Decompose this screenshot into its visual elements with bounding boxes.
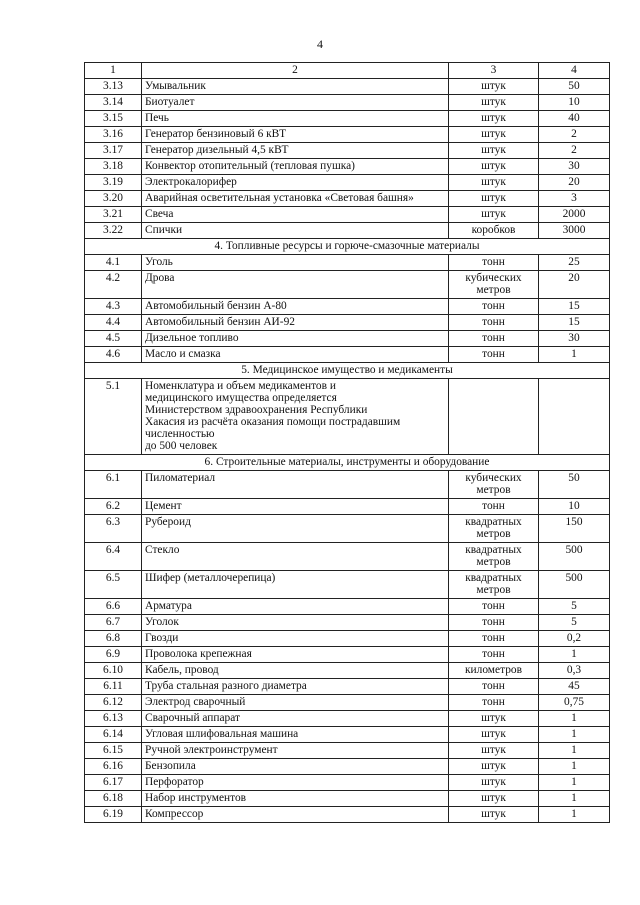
item-unit: тонн — [449, 347, 539, 363]
item-number: 3.14 — [85, 95, 142, 111]
table-row — [85, 159, 610, 175]
item-number: 6.10 — [85, 663, 142, 679]
item-number: 4.6 — [85, 347, 142, 363]
item-quantity: 3 — [539, 191, 610, 207]
item-quantity: 1 — [539, 759, 610, 775]
item-name-line: Хакасия из расчёта оказания помощи пострадавшим — [145, 416, 401, 428]
item-name: Уголок — [142, 615, 449, 631]
item-number: 6.7 — [85, 615, 142, 631]
header-cell-1: 1 — [85, 63, 142, 79]
item-number: 4.1 — [85, 255, 142, 271]
item-quantity: 50 — [539, 79, 610, 95]
item-unit: штук — [449, 807, 539, 823]
header-cell-3: 3 — [449, 63, 539, 79]
item-quantity: 15 — [539, 315, 610, 331]
table-row — [85, 571, 610, 599]
table-row — [85, 379, 610, 455]
item-quantity: 25 — [539, 255, 610, 271]
item-quantity: 5 — [539, 615, 610, 631]
item-unit: коробков — [449, 223, 539, 239]
item-unit: штук — [449, 791, 539, 807]
item-name: Ручной электроинструмент — [142, 743, 449, 759]
item-name: Перфоратор — [142, 775, 449, 791]
item-quantity: 10 — [539, 95, 610, 111]
item-quantity: 45 — [539, 679, 610, 695]
item-unit: тонн — [449, 599, 539, 615]
item-number: 3.17 — [85, 143, 142, 159]
item-quantity: 10 — [539, 499, 610, 515]
item-name: Биотуалет — [142, 95, 449, 111]
item-name: Гвозди — [142, 631, 449, 647]
item-quantity: 30 — [539, 331, 610, 347]
item-number: 6.17 — [85, 775, 142, 791]
item-unit: штук — [449, 711, 539, 727]
table-row — [85, 191, 610, 207]
item-unit: тонн — [449, 255, 539, 271]
item-name: Умывальник — [142, 79, 449, 95]
item-quantity: 2 — [539, 127, 610, 143]
item-number: 4.4 — [85, 315, 142, 331]
item-name: Генератор дизельный 4,5 кВТ — [142, 143, 449, 159]
resources-table — [84, 62, 610, 823]
item-number: 6.16 — [85, 759, 142, 775]
item-number: 4.2 — [85, 271, 142, 299]
item-number: 4.5 — [85, 331, 142, 347]
table-row — [85, 647, 610, 663]
item-name: Стекло — [142, 543, 449, 571]
item-name: Электрод сварочный — [142, 695, 449, 711]
section-row — [85, 363, 610, 379]
item-name: Масло и смазка — [142, 347, 449, 363]
item-number: 4.3 — [85, 299, 142, 315]
item-name: Цемент — [142, 499, 449, 515]
item-quantity: 1 — [539, 727, 610, 743]
item-number: 3.20 — [85, 191, 142, 207]
table-row — [85, 515, 610, 543]
table-row — [85, 299, 610, 315]
item-name: Пиломатериал — [142, 471, 449, 499]
item-unit: штук — [449, 159, 539, 175]
item-unit: тонн — [449, 331, 539, 347]
header-cell-2: 2 — [142, 63, 449, 79]
item-quantity: 5 — [539, 599, 610, 615]
item-quantity: 15 — [539, 299, 610, 315]
item-unit: тонн — [449, 695, 539, 711]
item-unit: тонн — [449, 315, 539, 331]
table-row — [85, 331, 610, 347]
item-quantity: 50 — [539, 471, 610, 499]
item-quantity: 2000 — [539, 207, 610, 223]
item-unit: штук — [449, 759, 539, 775]
item-name: Электрокалорифер — [142, 175, 449, 191]
item-number: 6.1 — [85, 471, 142, 499]
header-cell-4: 4 — [539, 63, 610, 79]
section-row — [85, 455, 610, 471]
item-number: 6.9 — [85, 647, 142, 663]
page-number: 4 — [317, 37, 323, 51]
item-name: Конвектор отопительный (тепловая пушка) — [142, 159, 449, 175]
item-name: Свеча — [142, 207, 449, 223]
table-row — [85, 207, 610, 223]
item-number: 6.13 — [85, 711, 142, 727]
table-row — [85, 315, 610, 331]
item-unit: квадратных метров — [449, 571, 539, 599]
item-name: Шифер (металлочерепица) — [142, 571, 449, 599]
item-name-line: Номенклатура и объем медикаментов и — [145, 380, 336, 392]
section-row — [85, 239, 610, 255]
item-name: Автомобильный бензин А-80 — [142, 299, 449, 315]
item-quantity: 0,2 — [539, 631, 610, 647]
item-unit: кубических метров — [449, 271, 539, 299]
item-quantity: 20 — [539, 175, 610, 191]
item-number: 6.4 — [85, 543, 142, 571]
table-row — [85, 711, 610, 727]
item-number: 6.14 — [85, 727, 142, 743]
table-header-row — [85, 63, 610, 79]
item-number: 5.1 — [85, 379, 142, 455]
table-row — [85, 143, 610, 159]
item-name: Труба стальная разного диаметра — [142, 679, 449, 695]
item-number: 3.18 — [85, 159, 142, 175]
item-name-line: до 500 человек — [145, 440, 218, 452]
item-unit: штук — [449, 127, 539, 143]
item-number: 6.12 — [85, 695, 142, 711]
item-name — [142, 379, 449, 455]
table-row — [85, 599, 610, 615]
item-name: Набор инструментов — [142, 791, 449, 807]
item-name: Сварочный аппарат — [142, 711, 449, 727]
item-unit: штук — [449, 727, 539, 743]
item-name-line: медицинского имущества определяется — [145, 392, 337, 404]
item-unit: штук — [449, 95, 539, 111]
table-row — [85, 79, 610, 95]
item-name: Дрова — [142, 271, 449, 299]
item-number: 6.6 — [85, 599, 142, 615]
item-name: Компрессор — [142, 807, 449, 823]
table-row — [85, 543, 610, 571]
item-unit: тонн — [449, 499, 539, 515]
item-number: 6.5 — [85, 571, 142, 599]
item-number: 6.8 — [85, 631, 142, 647]
item-quantity: 1 — [539, 807, 610, 823]
table-row — [85, 127, 610, 143]
item-quantity: 20 — [539, 271, 610, 299]
item-name-line: численностью — [145, 428, 215, 440]
item-unit: кубических метров — [449, 471, 539, 499]
item-number: 6.2 — [85, 499, 142, 515]
item-quantity: 1 — [539, 775, 610, 791]
item-name: Уголь — [142, 255, 449, 271]
item-unit: тонн — [449, 299, 539, 315]
item-name: Арматура — [142, 599, 449, 615]
item-quantity: 150 — [539, 515, 610, 543]
table-row — [85, 271, 610, 299]
item-unit: километров — [449, 663, 539, 679]
item-name: Автомобильный бензин АИ-92 — [142, 315, 449, 331]
item-name-line: Министерством здравоохранения Республики — [145, 404, 368, 416]
item-quantity: 0,3 — [539, 663, 610, 679]
item-quantity: 500 — [539, 543, 610, 571]
item-quantity: 2 — [539, 143, 610, 159]
item-unit: квадратных метров — [449, 515, 539, 543]
item-unit: тонн — [449, 615, 539, 631]
item-number: 3.21 — [85, 207, 142, 223]
item-quantity: 500 — [539, 571, 610, 599]
resources-table-body — [85, 63, 610, 823]
item-quantity: 0,75 — [539, 695, 610, 711]
table-row — [85, 679, 610, 695]
item-unit: штук — [449, 775, 539, 791]
item-number: 6.15 — [85, 743, 142, 759]
item-name: Генератор бензиновый 6 кВТ — [142, 127, 449, 143]
table-row — [85, 807, 610, 823]
item-quantity: 3000 — [539, 223, 610, 239]
item-quantity: 1 — [539, 791, 610, 807]
item-name: Бензопила — [142, 759, 449, 775]
item-number: 3.19 — [85, 175, 142, 191]
item-number: 3.22 — [85, 223, 142, 239]
item-quantity: 1 — [539, 347, 610, 363]
item-quantity: 1 — [539, 711, 610, 727]
item-number: 6.3 — [85, 515, 142, 543]
item-name: Рубероид — [142, 515, 449, 543]
table-row — [85, 175, 610, 191]
item-unit: штук — [449, 143, 539, 159]
section-heading: 5. Медицинское имущество и медикаменты — [85, 363, 610, 379]
item-quantity: 40 — [539, 111, 610, 127]
table-row — [85, 695, 610, 711]
item-quantity: 1 — [539, 743, 610, 759]
table-row — [85, 663, 610, 679]
table-row — [85, 255, 610, 271]
table-row — [85, 471, 610, 499]
item-quantity — [539, 379, 610, 455]
item-quantity: 1 — [539, 647, 610, 663]
section-heading: 6. Строительные материалы, инструменты и оборудование — [85, 455, 610, 471]
item-unit: штук — [449, 191, 539, 207]
item-name: Спички — [142, 223, 449, 239]
item-number: 6.11 — [85, 679, 142, 695]
item-name: Печь — [142, 111, 449, 127]
table-row — [85, 615, 610, 631]
item-unit: штук — [449, 207, 539, 223]
table-row — [85, 95, 610, 111]
item-unit — [449, 379, 539, 455]
table-row — [85, 743, 610, 759]
item-number: 3.13 — [85, 79, 142, 95]
table-row — [85, 631, 610, 647]
item-unit: тонн — [449, 631, 539, 647]
item-quantity: 30 — [539, 159, 610, 175]
table-row — [85, 499, 610, 515]
item-unit: тонн — [449, 647, 539, 663]
table-row — [85, 759, 610, 775]
item-unit: квадратных метров — [449, 543, 539, 571]
item-name: Угловая шлифовальная машина — [142, 727, 449, 743]
item-name: Дизельное топливо — [142, 331, 449, 347]
table-row — [85, 791, 610, 807]
item-number: 6.18 — [85, 791, 142, 807]
item-number: 6.19 — [85, 807, 142, 823]
item-name: Кабель, провод — [142, 663, 449, 679]
table-row — [85, 347, 610, 363]
item-number: 3.16 — [85, 127, 142, 143]
item-name: Аварийная осветительная установка «Световая башня» — [142, 191, 449, 207]
item-number: 3.15 — [85, 111, 142, 127]
item-unit: штук — [449, 175, 539, 191]
item-unit: штук — [449, 79, 539, 95]
table-row — [85, 775, 610, 791]
table-row — [85, 111, 610, 127]
section-heading: 4. Топливные ресурсы и горюче-смазочные материалы — [85, 239, 610, 255]
item-unit: штук — [449, 743, 539, 759]
item-name: Проволока крепежная — [142, 647, 449, 663]
table-row — [85, 727, 610, 743]
item-unit: штук — [449, 111, 539, 127]
table-row — [85, 223, 610, 239]
item-unit: тонн — [449, 679, 539, 695]
